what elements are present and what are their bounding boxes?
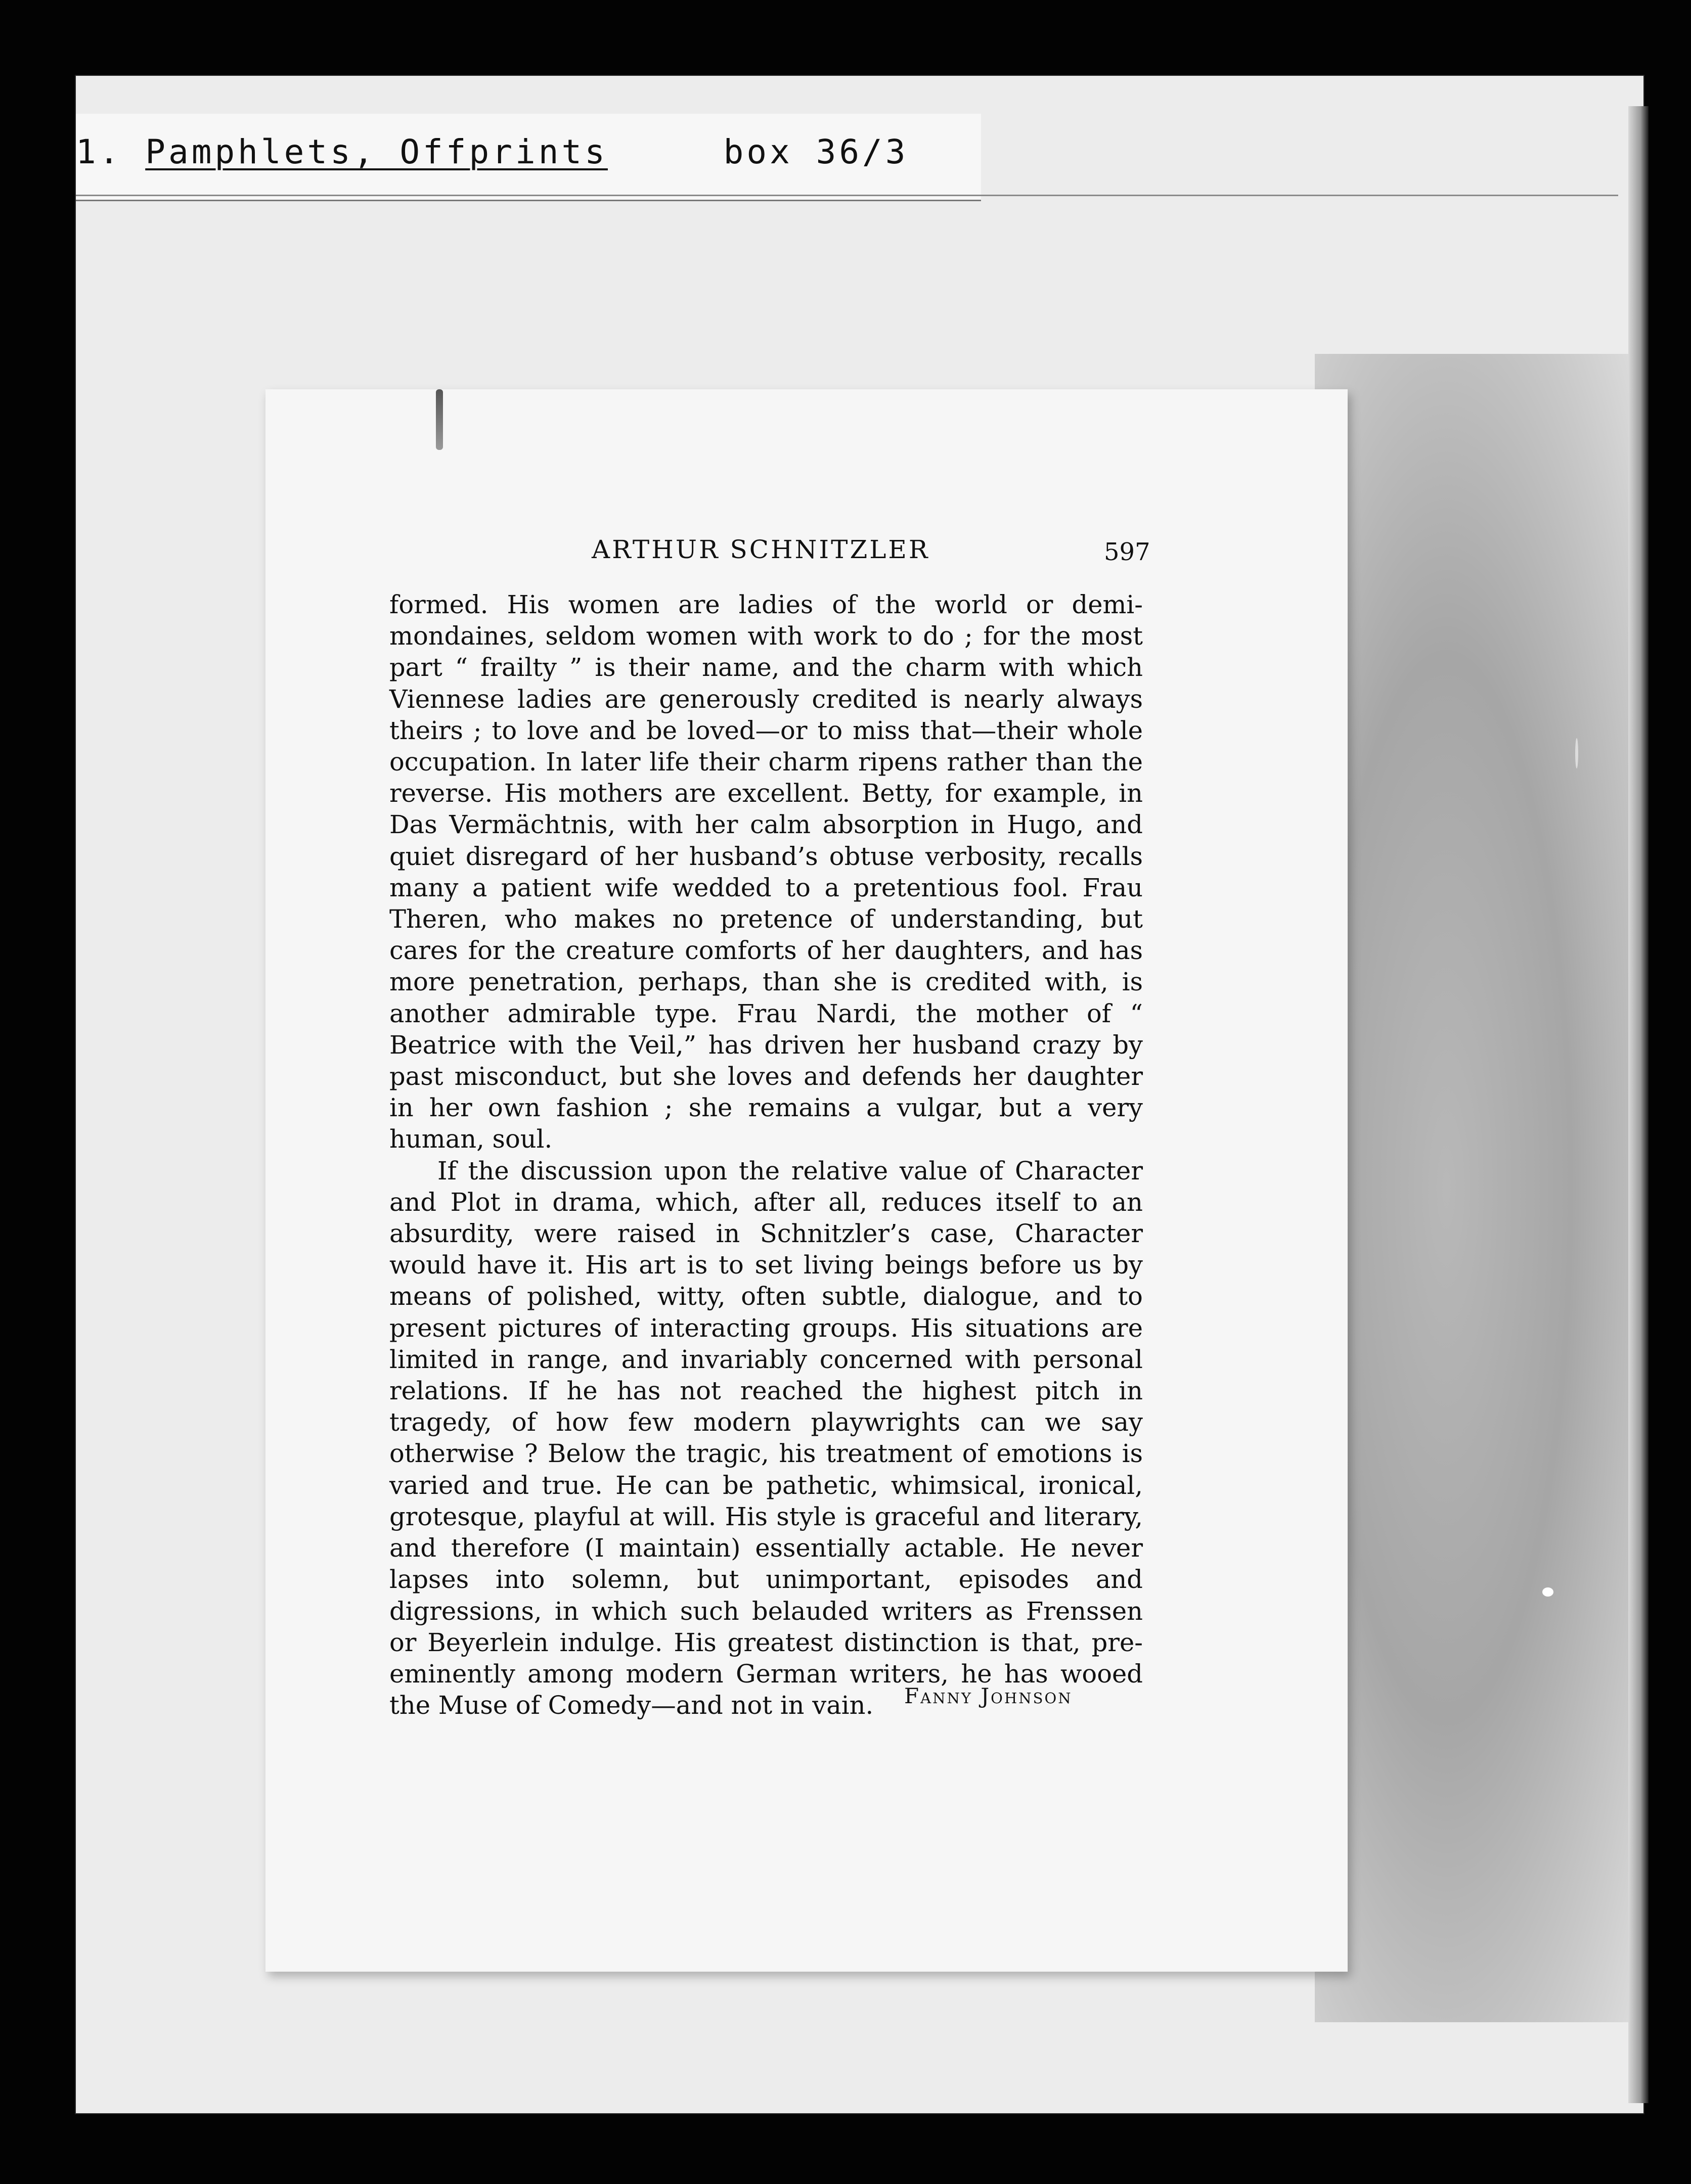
paragraph-2: If the discussion upon the relative value of Character and Plot in drama, which, after all, reduces itself to an absurdity, were raised in Schnitzler’s case, Character would have it. His art is to set living beings before us by means of polished, witty, often subtle, dialogue, and to present pictures of interacting groups. His situations are limited in range, and invariably concerned with personal relations. If he has not reached the highest pitch in tragedy, of how few modern playwrights can we say otherwise ? Below the tragic, his treatment of emotions is varied and true. He can be pathetic, whimsical, ironical, grotesque, playful at will. His style is graceful and literary, and therefore (I maintain) essentially actable. He never lapses into solemn, but unimportant, episodes and digressions, in which such belauded writers as Frenssen or Beyerlein indulge. His greatest distinction is that, pre-eminently among modern German writers, he has wooed the Muse of Comedy—and not in vain. — [389, 1156, 1143, 1720]
label-series: Pamphlets, Offprints — [145, 132, 608, 171]
archive-label — [76, 132, 909, 171]
label-divider — [76, 195, 1618, 196]
article-body — [389, 589, 1143, 1721]
label-box: box 36/3 — [723, 132, 909, 171]
paragraph-1: formed. His women are ladies of the world or demi-mondaines, seldom women with work to do ; for the most part “ frailty ” is their name, and the charm with which Viennese ladies are generously credited is nearly always theirs ; to love and be loved—or to miss that—their whole occupation. In later life their charm ripens rather than the reverse. His mothers are excellent. Betty, for example, in Das Vermächtnis, with her calm absorption in Hugo, and quiet disregard of her husband’s obtuse verbosity, recalls many a patient wife wedded to a pretentious fool. Frau Theren, who makes no pretence of understanding, but cares for the creature comforts of her daughters, and has more penetration, perhaps, than she is credited with, is another admirable type. Frau Nardi, the mother of “ Beatrice with the Veil,” has driven her husband crazy by past misconduct, but she loves and defends her daughter in her own fashion ; she remains a vulgar, but a very human, soul. — [389, 590, 1143, 1154]
author-signature: Fanny Johnson — [904, 1684, 1073, 1708]
pencil-mark — [436, 389, 443, 450]
mount-shadow — [1315, 354, 1643, 2022]
scratch-mark — [1575, 738, 1578, 768]
page-number: 597 — [1104, 538, 1150, 566]
running-head: ARTHUR SCHNITZLER — [592, 535, 930, 564]
label-number: 1. — [76, 132, 122, 171]
mount-edge — [1628, 106, 1649, 2103]
dust-speck — [1542, 1587, 1553, 1597]
